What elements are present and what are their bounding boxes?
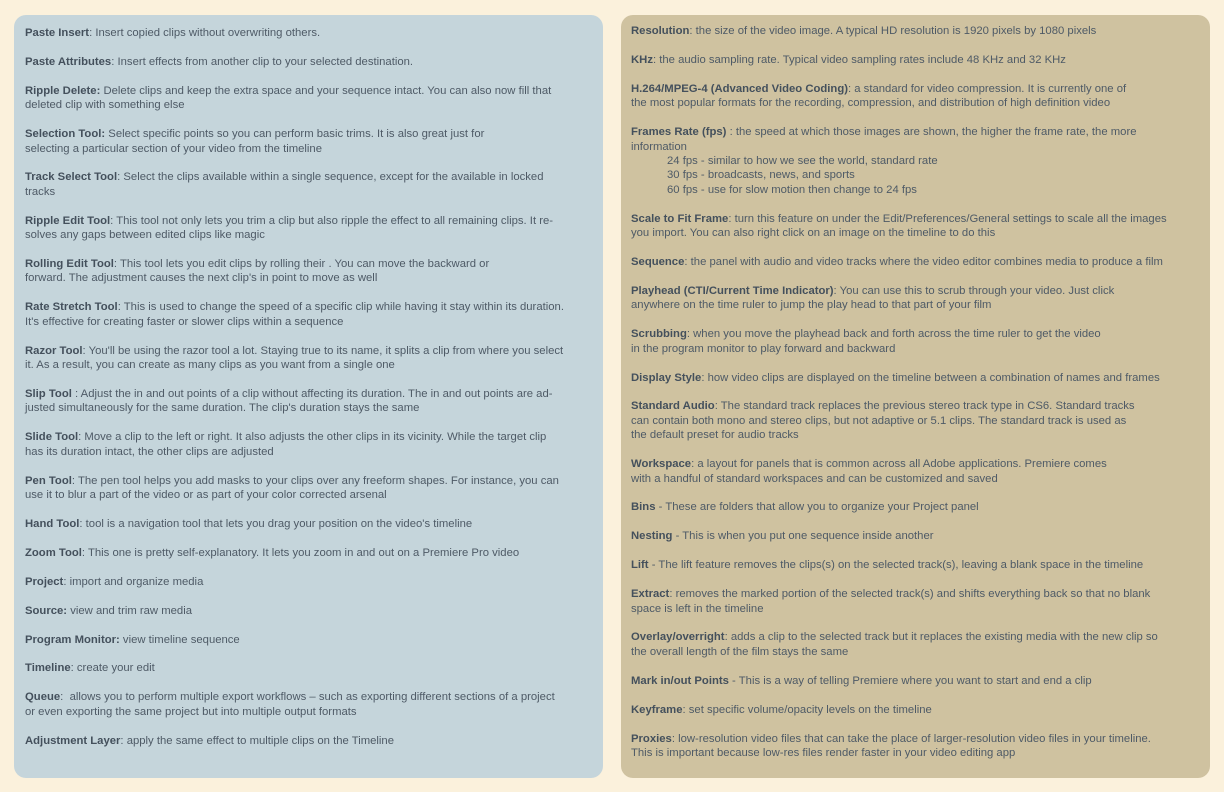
glossary-entry-sequence	[631, 255, 1200, 269]
glossary-entry-track-select-tool	[25, 170, 593, 199]
glossary-entry-overlay-overright	[631, 630, 1200, 659]
glossary-term: Frames Rate (fps)	[631, 126, 727, 139]
entry-line	[631, 399, 1200, 413]
entry-line	[25, 271, 593, 285]
glossary-term: Slip Tool	[25, 388, 72, 400]
glossary-entry-khz	[631, 53, 1200, 67]
definition-text: the speed at which those images are shown, the higher the frame rate, the more	[735, 126, 1137, 139]
entry-line	[25, 185, 593, 199]
entry-line	[631, 500, 1200, 514]
entry-line	[25, 575, 593, 589]
glossary-term: Mark in/out Points	[631, 674, 729, 687]
glossary-entry-adjustment-layer	[25, 734, 593, 748]
glossary-term: Standard Audio	[631, 400, 715, 413]
left-glossary-panel	[14, 15, 603, 778]
term-separator: :	[691, 458, 698, 471]
sub-item: 30 fps - broadcasts, news, and sports	[667, 169, 855, 182]
glossary-entry-selection-tool	[25, 127, 593, 156]
glossary-term: Paste Attributes	[25, 55, 112, 68]
glossary-term: Proxies	[631, 732, 672, 745]
glossary-entry-extract	[631, 587, 1200, 616]
entry-line	[631, 529, 1200, 543]
glossary-term: Display Style	[631, 371, 702, 384]
definition-text: apply the same effect to multiple clips on the Timeline	[126, 734, 394, 747]
entry-line	[631, 630, 1200, 644]
entry-line	[631, 125, 1200, 139]
definition-text: import and organize media	[69, 575, 204, 588]
glossary-entry-resolution	[631, 24, 1200, 38]
entry-line	[25, 517, 593, 531]
glossary-term: Source:	[25, 604, 68, 617]
definition-text: Insert effects from another clip to your selected destination.	[117, 55, 414, 68]
entry-line	[25, 387, 593, 401]
entry-line	[25, 445, 593, 459]
term-separator: :	[81, 546, 88, 559]
definition-text: Insert copied clips without overwriting others.	[95, 27, 321, 39]
term-separator: :	[684, 255, 691, 268]
entry-line	[631, 457, 1200, 471]
glossary-entry-workspace	[631, 457, 1200, 486]
entry-line	[631, 414, 1200, 428]
entry-line	[631, 428, 1200, 442]
entry-line	[25, 170, 593, 184]
definition-text: This tool not only lets you trim a clip but also ripple the effect to all remaining clips. It re-	[116, 214, 554, 227]
glossary-entry-lift	[631, 558, 1200, 572]
definition-text: The pen tool helps you add masks to your clips over any freeform shapes. For instance, you can	[77, 474, 559, 487]
entry-line	[25, 98, 593, 112]
glossary-term: Adjustment Layer	[25, 734, 121, 747]
definition-text: allows you to perform multiple export workflows – such as exporting different sections of a project	[69, 691, 555, 704]
definition-text: set specific volume/opacity levels on the timeline	[688, 703, 932, 716]
glossary-term: Keyframe	[631, 703, 683, 716]
term-separator: :	[686, 328, 694, 341]
term-separator: :	[682, 703, 689, 716]
glossary-entry-paste-attributes	[25, 55, 593, 69]
glossary-entry-rate-stretch-tool	[25, 300, 593, 329]
entry-line	[25, 358, 593, 372]
glossary-entry-razor-tool	[25, 344, 593, 373]
entry-line	[25, 127, 593, 141]
glossary-term: Hand Tool	[25, 517, 80, 530]
term-separator: :	[79, 517, 86, 530]
term-separator: :	[82, 344, 89, 357]
definition-text: low-resolution video files that can take the place of larger-resolution video files in your timeline.	[678, 732, 1151, 745]
glossary-term: Lift	[631, 559, 649, 572]
term-separator: :	[78, 431, 85, 444]
definition-text: Adjust the in and out points of a clip without affecting its duration. The in and out points are ad-	[80, 388, 553, 400]
definition-text: This tool lets you edit clips by rolling their . You can move the backward or	[119, 258, 490, 271]
glossary-entry-proxies	[631, 732, 1200, 761]
definition-text: Delete clips and keep the extra space and your sequence intact. You can also now fill that	[103, 84, 552, 97]
entry-line	[631, 24, 1200, 38]
definition-text: tracks	[25, 185, 56, 198]
term-separator: :	[111, 55, 118, 68]
entry-line	[25, 734, 593, 748]
entry-line	[631, 746, 1200, 760]
term-separator: :	[63, 575, 70, 588]
glossary-entry-ripple-delete	[25, 84, 593, 113]
entry-line	[631, 82, 1200, 96]
term-separator: :	[714, 400, 721, 413]
definition-text: forward. The adjustment causes the next clip's in point to move as well	[25, 272, 378, 285]
glossary-entry-ripple-edit-tool	[25, 214, 593, 243]
term-separator: :	[110, 214, 117, 227]
entry-line	[25, 401, 593, 415]
entry-line	[631, 226, 1200, 240]
definition-text: tool is a navigation tool that lets you drag your position on the video's timeline	[85, 517, 473, 530]
definition-text: This is a way of telling Premiere where you want to start and end a clip	[738, 674, 1092, 687]
definition-text: The lift feature removes the clips(s) on the selected track(s), leaving a blank space in the timeline	[658, 559, 1144, 572]
entry-line	[631, 255, 1200, 269]
glossary-term: Rolling Edit Tool	[25, 258, 114, 271]
definition-text: The standard track replaces the previous stereo track type in CS6. Standard tracks	[720, 400, 1135, 413]
glossary-term: Zoom Tool	[25, 546, 82, 559]
glossary-entry-paste-insert	[25, 26, 593, 40]
definition-text: use it to blur a part of the video or as part of your color corrected arsenal	[25, 489, 387, 502]
entry-line	[631, 703, 1200, 717]
definition-text: This is when you put one sequence inside another	[682, 530, 934, 543]
glossary-entry-standard-audio	[631, 399, 1200, 442]
entry-line	[25, 26, 593, 40]
glossary-term: Ripple Delete:	[25, 84, 101, 97]
entry-line	[631, 732, 1200, 746]
glossary-term: Paste Insert	[25, 27, 90, 39]
glossary-term: Rate Stretch Tool	[25, 301, 118, 314]
glossary-term: Workspace	[631, 458, 692, 471]
definition-text: or even exporting the same project but into multiple output formats	[25, 705, 357, 718]
entry-line	[631, 558, 1200, 572]
definition-text: view timeline sequence	[122, 633, 240, 646]
glossary-entry-rolling-edit-tool	[25, 257, 593, 286]
definition-text: how video clips are displayed on the timeline between a combination of names and frames	[707, 371, 1160, 384]
glossary-entry-mark-in-out-points	[631, 674, 1200, 688]
glossary-entry-queue	[25, 690, 593, 719]
definition-text: space is left in the timeline	[631, 602, 764, 615]
term-separator: :	[117, 171, 124, 184]
term-separator: :	[833, 284, 840, 297]
definition-text: solves any gaps between edited clips like magic	[25, 229, 265, 242]
term-separator: :	[726, 126, 736, 139]
entry-line	[25, 705, 593, 719]
term-separator: -	[648, 559, 659, 572]
glossary-entry-source	[25, 604, 593, 618]
definition-text: This is used to change the speed of a specific clip while having it stay within its duration.	[123, 301, 564, 314]
definition-text: This is important because low-res files render faster in your video editing app	[631, 747, 1016, 759]
entry-line	[631, 284, 1200, 298]
glossary-term: Selection Tool:	[25, 128, 106, 141]
term-separator: :	[689, 25, 696, 37]
definition-text: selecting a particular section of your video from the timeline	[25, 142, 323, 155]
definition-text: it. As a result, you can create as many clips as you want from a single one	[25, 359, 395, 372]
glossary-term: Extract	[631, 588, 670, 601]
definition-text: You can use this to scrub through your video. Just click	[839, 284, 1115, 297]
entry-line	[25, 228, 593, 242]
glossary-term: KHz	[631, 53, 653, 66]
entry-line	[25, 430, 593, 444]
definition-text: the default preset for audio tracks	[631, 429, 799, 442]
glossary-entry-h-264-mpeg-4-advanced-video-coding	[631, 82, 1200, 111]
entry-line	[631, 96, 1200, 110]
definition-text: has its duration intact, the other clips are adjusted	[25, 445, 274, 458]
glossary-term: Bins	[631, 501, 656, 514]
glossary-term: Pen Tool	[25, 474, 72, 487]
glossary-term: Resolution	[631, 25, 690, 37]
definition-text: adds a clip to the selected track but it replaces the existing media with the new clip so	[730, 631, 1158, 644]
entry-line	[631, 674, 1200, 688]
term-separator: :	[113, 258, 120, 271]
entry-line	[25, 142, 593, 156]
glossary-entry-slide-tool	[25, 430, 593, 459]
glossary-entry-display-style	[631, 371, 1200, 385]
sub-item: 60 fps - use for slow motion then change to 24 fps	[667, 183, 917, 196]
definition-text: You'll be using the razor tool a lot. Staying true to its name, it splits a clip from where you select	[88, 344, 564, 357]
term-separator: :	[117, 301, 124, 314]
glossary-term: Razor Tool	[25, 344, 83, 357]
definition-text: the size of the video image. A typical HD resolution is 1920 pixels by 1080 pixels	[695, 25, 1097, 37]
term-separator: -	[655, 501, 666, 514]
glossary-entry-slip-tool	[25, 387, 593, 416]
definition-text: the most popular formats for the recording, compression, and distribution of high definition video	[631, 97, 1111, 110]
definition-text: view and trim raw media	[70, 604, 192, 617]
glossary-term: Ripple Edit Tool	[25, 214, 111, 227]
term-separator: :	[728, 212, 735, 225]
term-separator: :	[60, 691, 70, 704]
definition-text: a layout for panels that is common across all Adobe applications. Premiere comes	[697, 458, 1107, 471]
entry-line	[25, 315, 593, 329]
definition-text: information	[631, 140, 687, 153]
term-separator: :	[652, 53, 660, 66]
definition-text: in the program monitor to play forward and backward	[631, 342, 896, 355]
glossary-entry-zoom-tool	[25, 546, 593, 560]
definition-text: removes the marked portion of the selected track(s) and shifts everything back so that no blank	[675, 588, 1151, 601]
definition-text: anywhere on the time ruler to jump the play head to that part of your film	[631, 299, 992, 312]
glossary-term: Slide Tool	[25, 431, 79, 444]
entry-line	[25, 344, 593, 358]
entry-line	[25, 84, 593, 98]
entry-line	[631, 140, 1200, 154]
term-separator: :	[724, 631, 731, 644]
glossary-entry-project	[25, 575, 593, 589]
glossary-term: Overlay/overright	[631, 631, 725, 644]
entry-line	[25, 474, 593, 488]
glossary-term: Project	[25, 575, 64, 588]
definition-text: deleted clip with something else	[25, 99, 185, 112]
definition-text: turn this feature on under the Edit/Preferences/General settings to scale all the images	[734, 212, 1167, 225]
term-separator: :	[847, 82, 855, 95]
entry-line	[631, 53, 1200, 67]
glossary-entry-nesting	[631, 529, 1200, 543]
glossary-entry-pen-tool	[25, 474, 593, 503]
definition-text: Select the clips available within a single sequence, except for the available in locked	[123, 171, 544, 184]
entry-line	[25, 300, 593, 314]
entry-line	[25, 633, 593, 647]
glossary-term: Timeline	[25, 662, 71, 675]
glossary-term: Scrubbing	[631, 328, 687, 341]
glossary-entry-scrubbing	[631, 327, 1200, 356]
definition-text: the overall length of the film stays the same	[631, 645, 849, 658]
glossary-entry-frames-rate-fps	[631, 125, 1200, 197]
entry-line	[631, 645, 1200, 659]
glossary-term: Track Select Tool	[25, 171, 118, 184]
glossary-entry-timeline	[25, 661, 593, 675]
entry-line	[631, 371, 1200, 385]
entry-line	[25, 55, 593, 69]
entry-line	[25, 488, 593, 502]
entry-line	[631, 327, 1200, 341]
definition-text: Select specific points so you can perform basic trims. It is also great just for	[108, 128, 485, 141]
term-separator: :	[701, 371, 708, 384]
entry-line	[25, 604, 593, 618]
glossary-term: Queue	[25, 691, 61, 704]
definition-text: This one is pretty self-explanatory. It lets you zoom in and out on a Premiere Pro video	[87, 546, 520, 559]
entry-line	[631, 602, 1200, 616]
glossary-entry-bins	[631, 500, 1200, 514]
definition-text: It's effective for creating faster or slower clips within a sequence	[25, 315, 344, 328]
term-separator: :	[71, 388, 81, 400]
term-separator: -	[672, 530, 683, 543]
definition-text: you import. You can also right click on an image on the timeline to do this	[631, 227, 996, 240]
term-separator: :	[89, 27, 96, 39]
entry-line	[631, 212, 1200, 226]
glossary-term: Sequence	[631, 255, 685, 268]
definition-text: can contain both mono and stereo clips, but not adaptive or 5.1 clips. The standard track is used as	[631, 414, 1127, 427]
glossary-entry-scale-to-fit-frame	[631, 212, 1200, 241]
term-separator: :	[70, 662, 77, 675]
glossary-entry-keyframe	[631, 703, 1200, 717]
entry-line	[25, 214, 593, 228]
definition-text: These are folders that allow you to organize your Project panel	[665, 501, 979, 514]
entry-line	[25, 257, 593, 271]
glossary-entry-playhead-cti-current-time-indicator	[631, 284, 1200, 313]
definition-text: Move a clip to the left or right. It also adjusts the other clips in its vicinity. While the target clip	[84, 431, 547, 444]
entry-line	[25, 690, 593, 704]
glossary-term: Scale to Fit Frame	[631, 212, 729, 225]
glossary-term: Nesting	[631, 530, 673, 543]
definition-text: the panel with audio and video tracks where the video editor combines media to produce a film	[690, 255, 1163, 268]
glossary-term: H.264/MPEG-4 (Advanced Video Coding)	[631, 82, 848, 95]
term-separator: :	[669, 588, 676, 601]
right-glossary-panel	[621, 15, 1210, 778]
term-separator: :	[671, 732, 679, 745]
definition-text: justed simultaneously for the same duration. The clip's duration stays the same	[25, 402, 420, 415]
glossary-entry-hand-tool	[25, 517, 593, 531]
definition-text: the audio sampling rate. Typical video sampling rates include 48 KHz and 32 KHz	[659, 53, 1066, 66]
definition-text: a standard for video compression. It is currently one of	[854, 82, 1127, 95]
term-separator: :	[71, 474, 78, 487]
entry-line	[631, 298, 1200, 312]
glossary-term: Playhead (CTI/Current Time Indicator)	[631, 284, 834, 297]
entry-line	[25, 546, 593, 560]
entry-line	[25, 661, 593, 675]
entry-line	[631, 472, 1200, 486]
term-separator: :	[120, 734, 127, 747]
glossary-entry-program-monitor	[25, 633, 593, 647]
sub-item: 24 fps - similar to how we see the world, standard rate	[667, 154, 938, 167]
definition-text: create your edit	[76, 662, 155, 675]
term-separator: -	[728, 674, 739, 687]
entry-line	[631, 587, 1200, 601]
glossary-term: Program Monitor:	[25, 633, 120, 646]
definition-text: with a handful of standard workspaces and can be customized and saved	[631, 472, 998, 485]
entry-line	[631, 342, 1200, 356]
definition-text: when you move the playhead back and forth across the time ruler to get the video	[693, 328, 1101, 341]
